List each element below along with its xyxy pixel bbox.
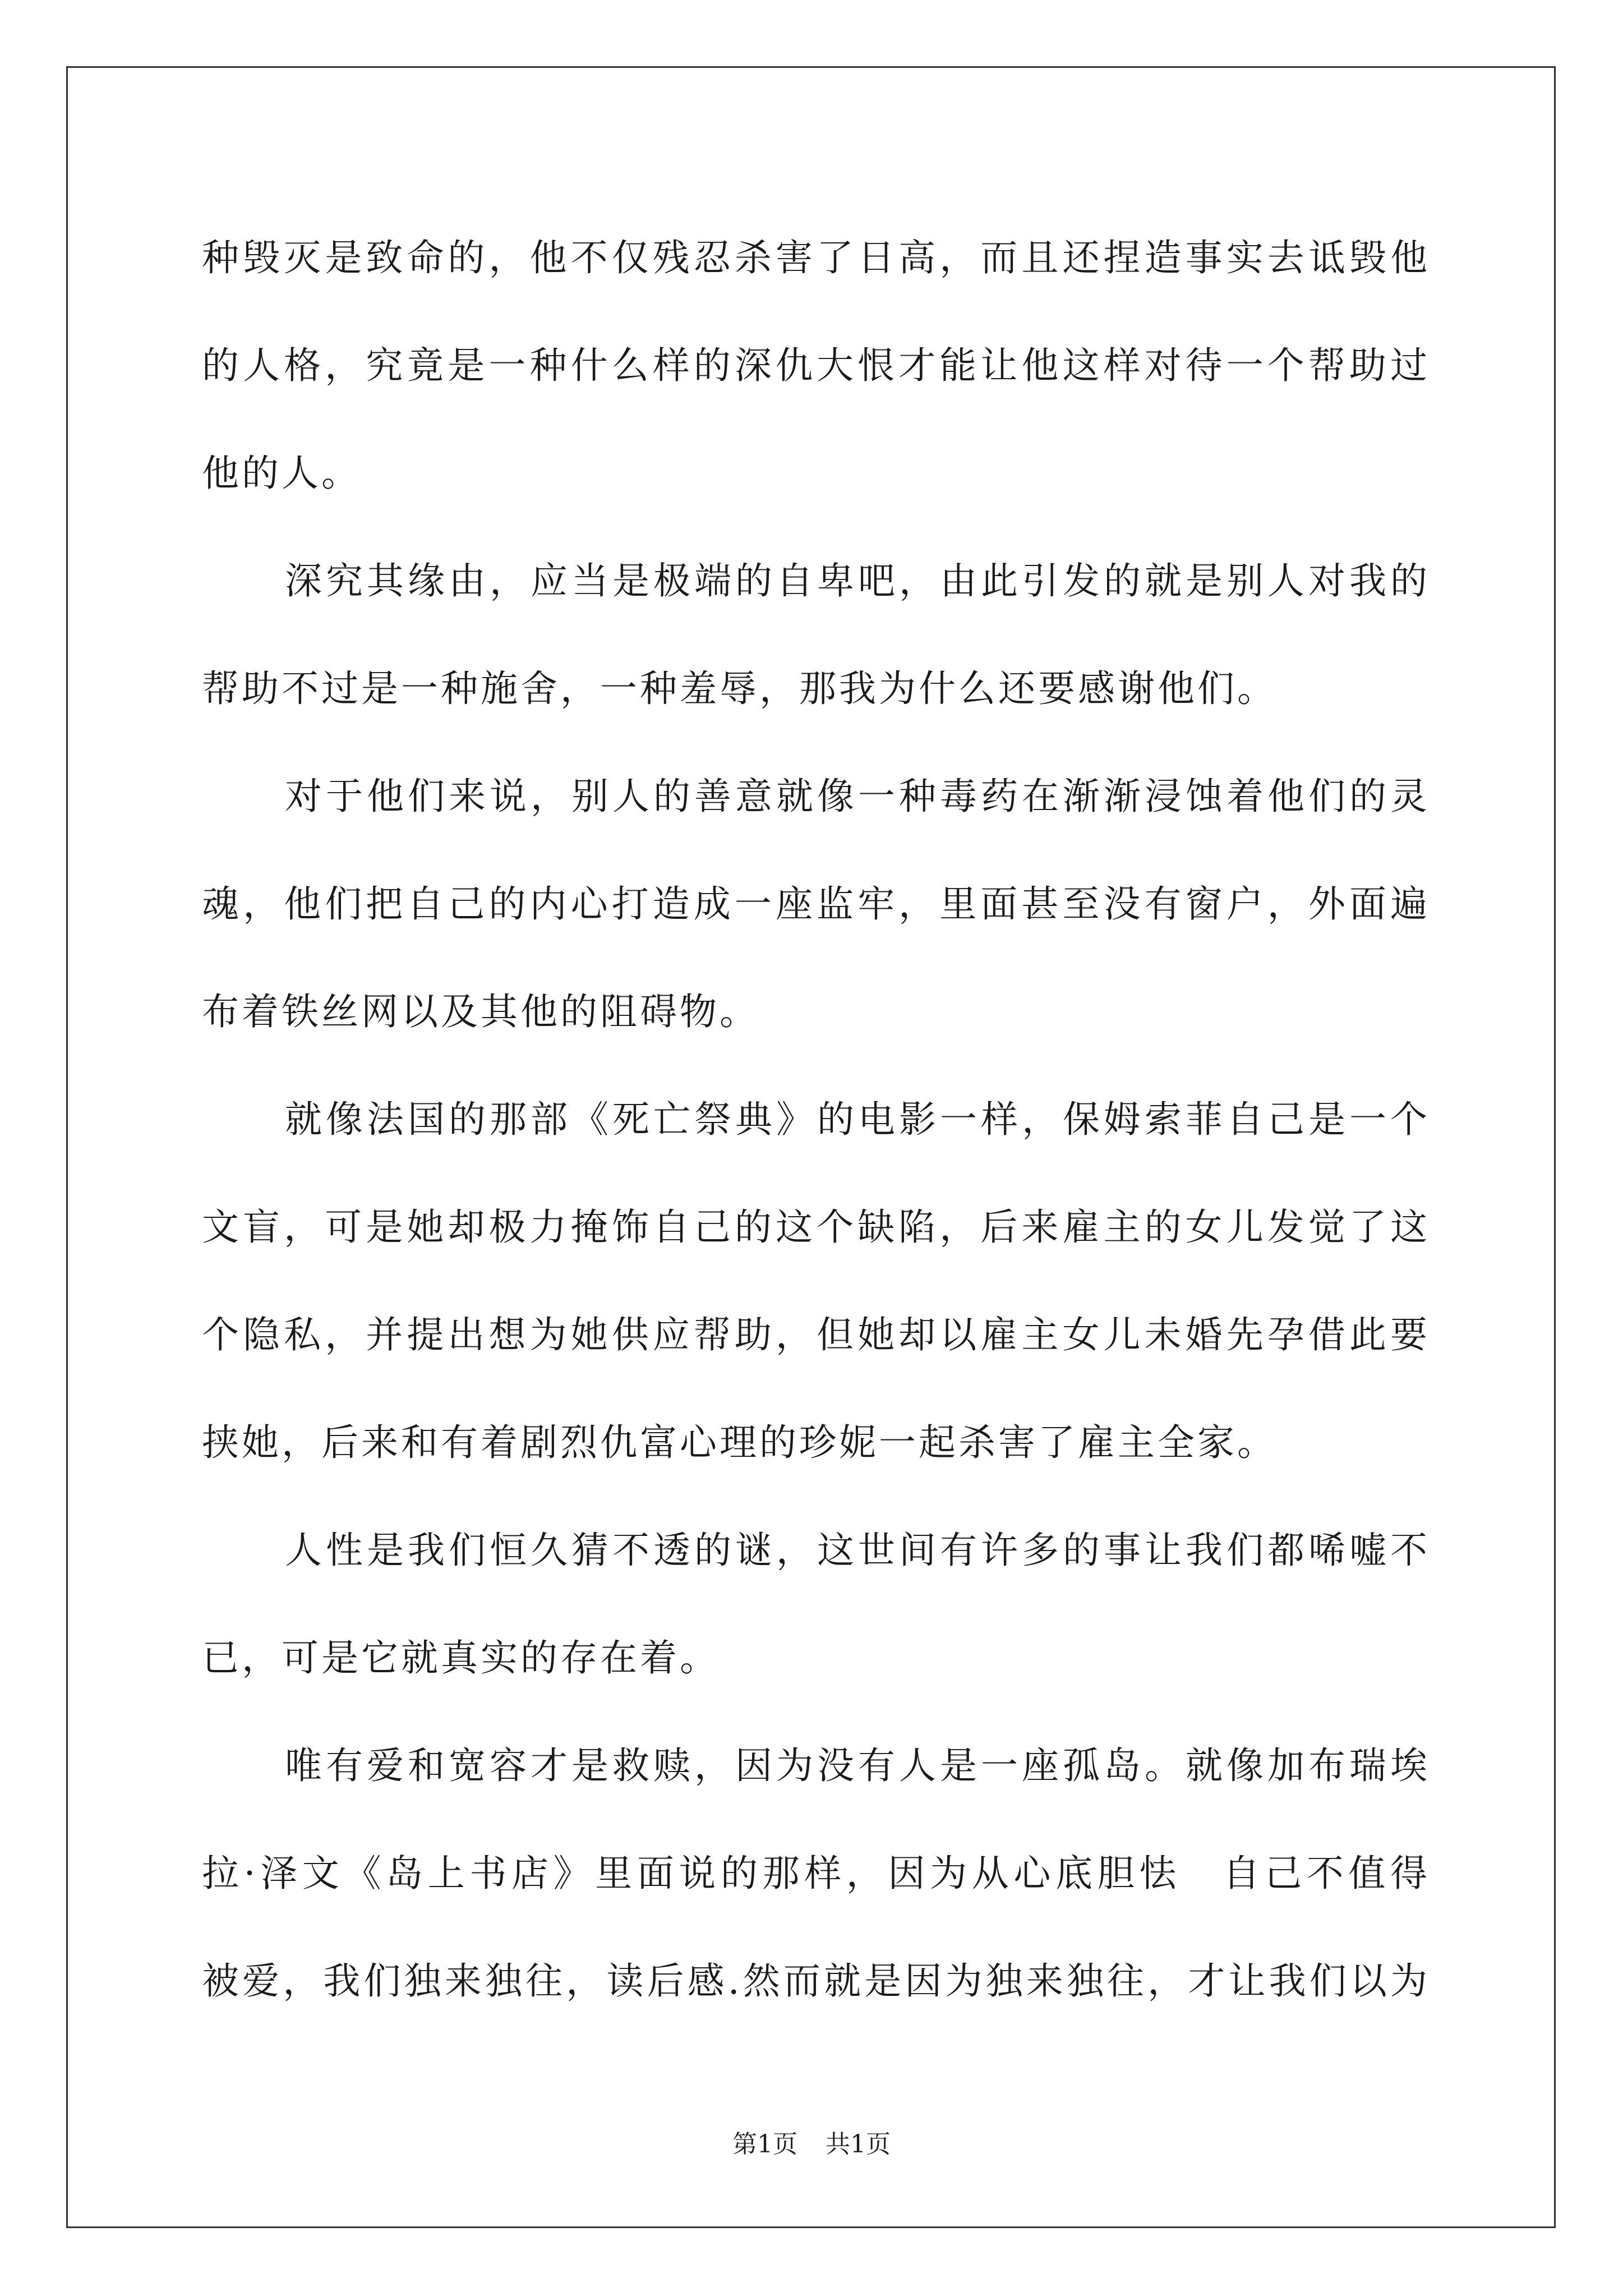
text-line: 他的人。: [202, 452, 361, 495]
page-footer: [0, 2124, 1623, 2160]
text-line: 被爱，我们独来独往，读后感.然而就是因为独来独往，才让我们以为: [202, 1959, 1430, 2003]
text-line: 布着铁丝网以及其他的阻碍物。: [202, 990, 759, 1033]
text-line: 文盲，可是她却极力掩饰自己的这个缺陷，后来雇主的女儿发觉了这: [202, 1205, 1430, 1249]
text-line: 已，可是它就真实的存在着。: [202, 1636, 720, 1680]
text-line: 的人格，究竟是一种什么样的深仇大恨才能让他这样对待一个帮助过: [202, 344, 1430, 387]
text-line: 对于他们来说，别人的善意就像一种毒药在渐渐浸蚀着他们的灵: [285, 775, 1430, 818]
text-line: 个隐私，并提出想为她供应帮助，但她却以雇主女儿未婚先孕借此要: [202, 1313, 1430, 1356]
text-line: 唯有爱和宽容才是救赎，因为没有人是一座孤岛。就像加布瑞埃: [285, 1744, 1430, 1787]
page-number: 第1页: [732, 2130, 797, 2159]
text-line: 深究其缘由，应当是极端的自卑吧，由此引发的就是别人对我的: [285, 559, 1430, 602]
text-line: 挟她，后来和有着剧烈仇富心理的珍妮一起杀害了雇主全家。: [202, 1421, 1277, 1464]
text-line: 拉·泽文《岛上书店》里面说的那样，因为从心底胆怯 自己不值得: [202, 1852, 1430, 1895]
text-line: 种毁灭是致命的，他不仅残忍杀害了日高，而且还捏造事实去诋毁他: [202, 236, 1430, 279]
text-line: 魂，他们把自己的内心打造成一座监牢，里面甚至没有窗户，外面遍: [202, 882, 1430, 926]
text-line: 人性是我们恒久猜不透的谜，这世间有许多的事让我们都唏嘘不: [285, 1529, 1430, 1572]
text-line: 帮助不过是一种施舍，一种羞辱，那我为什么还要感谢他们。: [202, 667, 1277, 710]
document-body: [202, 204, 1430, 2035]
page-total: 共1页: [826, 2130, 891, 2159]
text-line: 就像法国的那部《死亡祭典》的电影一样，保姆索菲自己是一个: [285, 1098, 1430, 1141]
